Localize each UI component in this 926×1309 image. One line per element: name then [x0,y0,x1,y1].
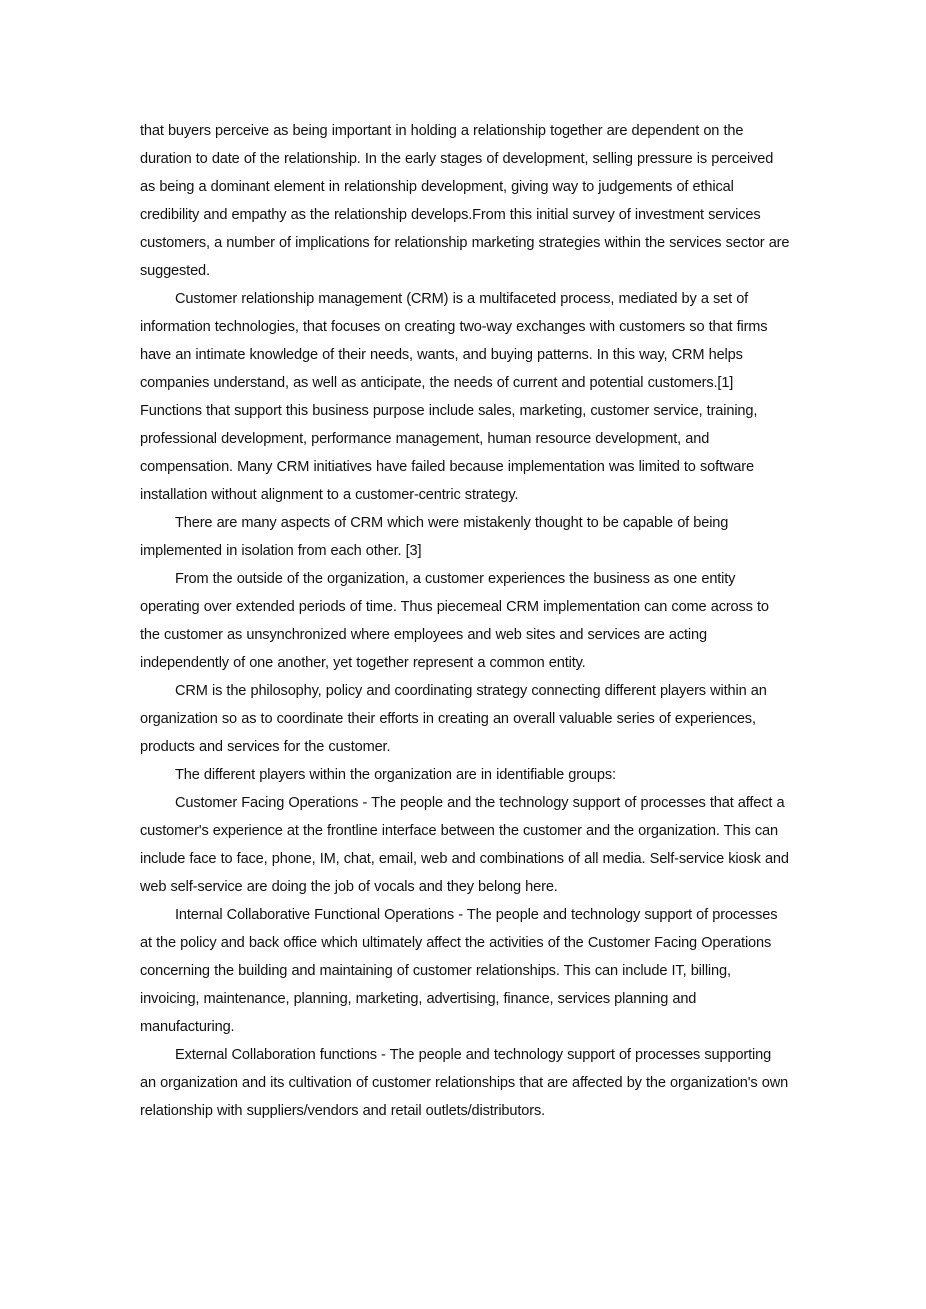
document-body [140,117,790,1125]
paragraph-customer-view: From the outside of the organization, a customer experiences the business as one entity operating over extended periods of time. Thus piecemeal CRM implementation can come across to the customer as unsynchronized where employees and web sites and services are acting independently of one another, yet together represent a common entity. [140,571,769,671]
paragraph-crm-aspects: There are many aspects of CRM which were mistakenly thought to be capable of being implemented in isolation from each other. [3] [140,515,729,559]
paragraph-crm-definition: Customer relationship management (CRM) is a multifaceted process, mediated by a set of information technologies, that focuses on creating two-way exchanges with customers so that firms have an intimate knowledge of their needs, wants, and buying patterns. In this way, CRM helps companies understand, as well as anticipate, the needs of current and potential customers.[1] Functions that support this business purpose include sales, marketing, customer service, training, professional development, performance management, human resource development, and compensation. Many CRM initiatives have failed because implementation was limited to software installation without alignment to a customer-centric strategy. [140,291,768,503]
paragraph-customer-facing-operations: Customer Facing Operations - The people and the technology support of processes that affect a customer's experience at the frontline interface between the customer and the organization. This can include face to face, phone, IM, chat, email, web and combinations of all media. Self-service kiosk and web self-service are doing the job of vocals and they belong here. [140,795,789,895]
paragraph-player-groups: The different players within the organization are in identifiable groups: [175,767,616,783]
paragraph-external-collaboration-functions: External Collaboration functions - The people and technology support of processes supporting an organization and its cultivation of customer relationships that are affected by the organization's own relationship with suppliers/vendors and retail outlets/distributors. [140,1047,789,1119]
paragraph-internal-collaborative-operations: Internal Collaborative Functional Operations - The people and technology support of processes at the policy and back office which ultimately affect the activities of the Customer Facing Operations concerning the building and maintaining of customer relationships. This can include IT, billing, invoicing, maintenance, planning, marketing, advertising, finance, services planning and manufacturing. [140,907,778,1035]
paragraph-crm-philosophy: CRM is the philosophy, policy and coordinating strategy connecting different players within an organization so as to coordinate their efforts in creating an overall valuable series of experiences, products and services for the customer. [140,683,767,755]
paragraph-buyer-perception: that buyers perceive as being important in holding a relationship together are dependent on the duration to date of the relationship. In the early stages of development, selling pressure is perceived as being a dominant element in relationship development, giving way to judgements of ethical credibility and empathy as the relationship develops.From this initial survey of investment services customers, a number of implications for relationship marketing strategies within the services sector are suggested. [140,123,790,279]
